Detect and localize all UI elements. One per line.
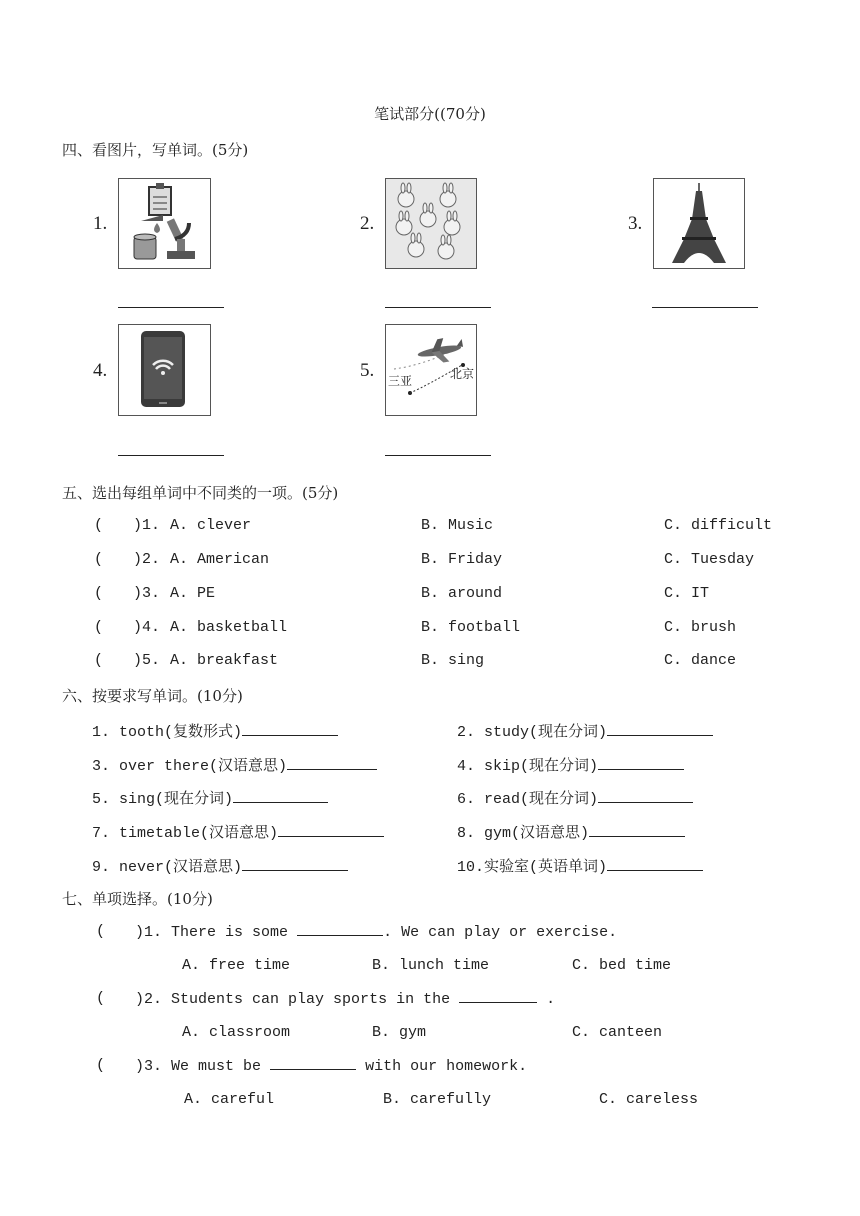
item-1-number: 1. (93, 213, 108, 234)
item-3-number: 3. (628, 213, 643, 234)
answer-blank[interactable] (598, 790, 693, 803)
word-item-8: 8. gym(汉语意思) (457, 821, 685, 842)
option-a: A. basketball (170, 619, 288, 636)
word-item-2: 2. study(现在分词) (457, 720, 713, 741)
word-item-4: 4. skip(现在分词) (457, 754, 684, 775)
item-2-number: 2. (360, 213, 375, 234)
item-5-number: 5. (360, 360, 375, 381)
answer-paren[interactable]: ( (96, 1057, 106, 1074)
option-c: C. canteen (572, 1024, 663, 1041)
answer-blank[interactable] (607, 858, 703, 871)
option-b: B. sing (421, 652, 485, 669)
option-b: B. Music (421, 517, 494, 534)
answer-line-4[interactable] (118, 454, 224, 456)
science-lab-icon (118, 178, 211, 269)
option-a: A. classroom (182, 1024, 291, 1041)
option-b: B. carefully (383, 1091, 492, 1108)
plane-trip-icon (385, 324, 477, 416)
option-b: B. around (421, 585, 503, 602)
option-b: B. football (421, 619, 521, 636)
answer-paren[interactable]: ( (94, 652, 104, 669)
section-6-heading: 六、按要求写单词。(10分) (62, 687, 243, 705)
answer-blank[interactable] (233, 790, 328, 803)
word-item-9: 9. never(汉语意思) (92, 855, 348, 876)
answer-line-3[interactable] (652, 306, 758, 308)
answer-blank[interactable] (270, 1057, 356, 1070)
option-c: C. bed time (572, 957, 672, 974)
option-b: B. lunch time (372, 957, 490, 974)
question-number: )1. (133, 517, 161, 534)
answer-line-5[interactable] (385, 454, 491, 456)
section-4-heading: 四、看图片，写单词。(5分) (62, 141, 249, 159)
answer-blank[interactable] (598, 757, 684, 770)
word-item-6: 6. read(现在分词) (457, 787, 693, 808)
from-city-label: 三亚 (388, 374, 413, 388)
question-number: )2. (133, 551, 161, 568)
answer-blank[interactable] (242, 858, 348, 871)
option-c: C. brush (664, 619, 737, 636)
question-number: )5. (133, 652, 161, 669)
eiffel-tower-icon (653, 178, 745, 269)
rabbits-icon (385, 178, 477, 269)
answer-paren[interactable]: ( (94, 619, 104, 636)
answer-blank[interactable] (297, 923, 383, 936)
answer-blank[interactable] (459, 990, 537, 1003)
option-c: C. dance (664, 652, 737, 669)
question-line-2: )2. Students can play sports in the . (135, 991, 556, 1008)
word-item-5: 5. sing(现在分词) (92, 787, 328, 808)
question-number: )3. (133, 585, 161, 602)
answer-line-1[interactable] (118, 306, 224, 308)
answer-paren[interactable]: ( (96, 923, 106, 940)
option-c: C. careless (599, 1091, 699, 1108)
option-a: A. American (170, 551, 270, 568)
word-item-7: 7. timetable(汉语意思) (92, 821, 384, 842)
option-a: A. clever (170, 517, 252, 534)
option-a: A. free time (182, 957, 291, 974)
answer-blank[interactable] (607, 723, 713, 736)
tablet-wifi-icon (118, 324, 211, 416)
word-item-10: 10.实验室(英语单词) (457, 855, 703, 876)
answer-paren[interactable]: ( (94, 517, 104, 534)
section-7-heading: 七、单项选择。(10分) (62, 890, 213, 908)
question-number: )4. (133, 619, 161, 636)
word-item-3: 3. over there(汉语意思) (92, 754, 377, 775)
answer-blank[interactable] (589, 824, 685, 837)
page-title: 笔试部分((70分) (374, 105, 486, 123)
to-city-label: 北京 (450, 367, 475, 381)
question-line-1: )1. There is some . We can play or exercise. (135, 924, 618, 941)
answer-blank[interactable] (242, 723, 338, 736)
option-c: C. difficult (664, 517, 773, 534)
option-b: B. Friday (421, 551, 503, 568)
answer-paren[interactable]: ( (96, 990, 106, 1007)
question-line-3: )3. We must be with our homework. (135, 1058, 528, 1075)
option-a: A. breakfast (170, 652, 279, 669)
answer-line-2[interactable] (385, 306, 491, 308)
section-5-heading: 五、选出每组单词中不同类的一项。(5分) (62, 484, 339, 502)
answer-blank[interactable] (287, 757, 377, 770)
option-a: A. careful (184, 1091, 275, 1108)
answer-blank[interactable] (278, 824, 384, 837)
option-a: A. PE (170, 585, 216, 602)
answer-paren[interactable]: ( (94, 551, 104, 568)
option-b: B. gym (372, 1024, 427, 1041)
option-c: C. IT (664, 585, 710, 602)
answer-paren[interactable]: ( (94, 585, 104, 602)
word-item-1: 1. tooth(复数形式) (92, 720, 338, 741)
item-4-number: 4. (93, 360, 108, 381)
option-c: C. Tuesday (664, 551, 755, 568)
